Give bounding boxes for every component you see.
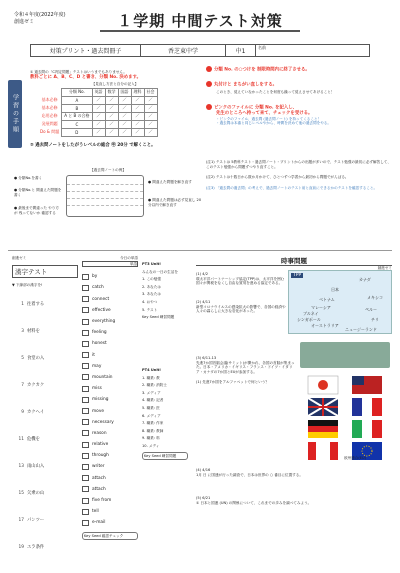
news-item-3 bbox=[196, 356, 296, 385]
news-text: ① 日本と国連 (UN) の関係について、これまでの歩みを調べてみよう。 bbox=[196, 500, 312, 505]
pt4-section bbox=[142, 368, 188, 460]
year-label: 令和４年度(2022年度) bbox=[14, 12, 66, 18]
row-code: D bbox=[62, 128, 92, 136]
cell[interactable]: ／ bbox=[131, 120, 144, 128]
news-text: 新型コロナウイルスの感染拡大の影響で、各国の経済や人々の暮らしに大きな変化があった。 bbox=[196, 304, 286, 314]
kanji-number: 11 bbox=[18, 437, 24, 443]
step-2-text: ② 過去問ノートをしたがうレベルの総合 ㊥ 20分 で解くこと。 bbox=[30, 142, 156, 148]
kanji-text: 雨山山入 bbox=[27, 464, 45, 470]
cell[interactable]: ／ bbox=[92, 112, 105, 120]
row-code: B bbox=[62, 104, 92, 112]
table-row bbox=[38, 120, 157, 128]
table-row bbox=[38, 112, 157, 120]
word-list bbox=[82, 256, 138, 556]
kanji-number: 17 bbox=[18, 518, 24, 524]
bullet-icon bbox=[206, 81, 212, 87]
cell[interactable]: ／ bbox=[92, 128, 105, 136]
step-3 bbox=[206, 66, 392, 73]
map-country-label: ブルネイ bbox=[303, 311, 319, 316]
step-3-text: 分類 No. の○つけを 制限時間内に終了させる。 bbox=[214, 67, 310, 73]
word-item[interactable] bbox=[82, 417, 138, 428]
pt3-line: 5. テスト bbox=[142, 307, 158, 312]
note-2: (注2) テストは十数日から数か月かけて、ひとつずつ学習から最初から問題でがんばる。 bbox=[206, 175, 349, 180]
flags-grid bbox=[304, 374, 388, 460]
table-head: 社会 bbox=[144, 88, 157, 96]
step-1-highlight: 教科ごとに A、B、C、D と書き、分類 No. 決めます。 bbox=[30, 74, 141, 80]
notebook-sample bbox=[66, 175, 144, 217]
kanji-text: エラ条件 bbox=[27, 545, 45, 551]
cell[interactable]: ／ bbox=[131, 104, 144, 112]
map-country-label: ベトナム bbox=[319, 297, 335, 302]
row-label: 応用必修 bbox=[41, 113, 58, 119]
answer-box[interactable] bbox=[82, 498, 89, 504]
cell[interactable]: ／ bbox=[105, 96, 118, 104]
cell[interactable]: ／ bbox=[118, 112, 131, 120]
answer-box[interactable] bbox=[82, 520, 89, 526]
cell[interactable]: ／ bbox=[92, 104, 105, 112]
table-row bbox=[38, 128, 157, 136]
school-name: 香芝東中学 bbox=[141, 45, 226, 56]
pt3-line: Key Seed 練習問題 bbox=[142, 315, 175, 320]
pt4-line: 1. 職業: 教 bbox=[142, 375, 160, 380]
news-item-5 bbox=[196, 496, 392, 505]
row-label: 基本必修 bbox=[41, 105, 58, 111]
answer-box[interactable] bbox=[82, 408, 89, 414]
word-text: miss bbox=[92, 386, 102, 392]
kanji-test bbox=[12, 256, 78, 562]
answer-box[interactable] bbox=[82, 464, 89, 470]
news-item-1 bbox=[196, 272, 286, 286]
cell[interactable]: ／ bbox=[105, 128, 118, 136]
pt3-line: 1. この勉強 bbox=[142, 277, 161, 282]
word-text: it bbox=[92, 352, 95, 358]
cell[interactable]: ／ bbox=[105, 120, 118, 128]
answer-box[interactable] bbox=[82, 475, 89, 481]
word-item[interactable] bbox=[82, 439, 138, 450]
cell[interactable]: ／ bbox=[144, 104, 157, 112]
classification-table bbox=[38, 88, 158, 137]
kanji-item[interactable] bbox=[12, 291, 78, 318]
cell[interactable]: ／ bbox=[118, 128, 131, 136]
name-label: 名前 bbox=[258, 45, 266, 50]
row-label: 発展問題 bbox=[41, 121, 58, 127]
pt3-line: 3. あなたは bbox=[142, 292, 161, 297]
material-label: 対策プリント・過去問冊子 bbox=[31, 45, 141, 56]
answer-box[interactable] bbox=[82, 374, 89, 380]
pt3-title: PT3 Unit! bbox=[142, 262, 161, 266]
cell[interactable]: ／ bbox=[131, 128, 144, 136]
cell[interactable]: ／ bbox=[105, 104, 118, 112]
answer-box[interactable] bbox=[82, 442, 89, 448]
word-text: move bbox=[92, 408, 105, 414]
cell[interactable]: ／ bbox=[118, 104, 131, 112]
note-3: (注3) 「過去問の過去問」の考えで、過去問ノートのテスト前と直前にできるかのテストを確認すること。 bbox=[206, 185, 378, 190]
answer-box[interactable] bbox=[82, 307, 89, 313]
page-title: １学期 中間テスト対策 bbox=[117, 12, 283, 30]
flow-title: 【過去問ノートの例】 bbox=[90, 168, 126, 172]
kanji-number: 19 bbox=[18, 545, 24, 551]
pt4-line: 7. 職業: 作家 bbox=[142, 421, 164, 426]
cell[interactable]: ／ bbox=[131, 96, 144, 104]
word-item[interactable] bbox=[82, 361, 138, 372]
kanji-item[interactable] bbox=[12, 480, 78, 507]
map-country-label: チリ bbox=[371, 317, 379, 322]
kanji-item[interactable] bbox=[12, 426, 78, 453]
news-section bbox=[196, 256, 392, 566]
kanji-number: 13 bbox=[18, 464, 24, 470]
news-question: (1) 先進7か国をアルファベットで何という？ bbox=[196, 380, 269, 385]
word-text: connect bbox=[92, 296, 110, 302]
answer-box[interactable] bbox=[82, 486, 89, 492]
table-row bbox=[38, 96, 157, 104]
word-item[interactable] bbox=[82, 372, 138, 383]
kanji-text: カクカク bbox=[27, 383, 45, 389]
word-text: honest bbox=[92, 341, 107, 347]
row-code: C bbox=[62, 120, 92, 128]
right-steps bbox=[206, 66, 392, 126]
pt3-section bbox=[142, 262, 188, 320]
table-header-row bbox=[38, 88, 157, 96]
cell[interactable]: ／ bbox=[131, 112, 144, 120]
table-row bbox=[38, 104, 157, 112]
pt4-line: 6. メディア bbox=[142, 413, 161, 418]
step-5-note-a: ・ピンクのファイル、過去問 (過去問ノート) を持ってくること！ bbox=[216, 116, 322, 121]
word-item[interactable] bbox=[82, 506, 138, 517]
word-head-b: 単語 bbox=[82, 261, 138, 268]
word-head-a: 今日の単語 bbox=[120, 256, 138, 260]
kanji-item[interactable] bbox=[12, 453, 78, 480]
word-text: necessary bbox=[92, 419, 114, 425]
flow-step-e: ● 間違えた問題は必ず見直し 20分以内で解き直す bbox=[148, 198, 202, 207]
answer-box[interactable] bbox=[82, 319, 89, 325]
word-item[interactable] bbox=[82, 517, 138, 528]
kanji-number: 15 bbox=[18, 491, 24, 497]
eu-label: 欧州連合(EU) bbox=[344, 456, 367, 460]
kanji-text: 材料を bbox=[27, 329, 40, 335]
answer-box[interactable] bbox=[82, 352, 89, 358]
cell[interactable]: ／ bbox=[144, 112, 157, 120]
answer-box[interactable] bbox=[82, 285, 89, 291]
pt4-line: 5. 職業: 医 bbox=[142, 405, 160, 410]
cell[interactable]: ／ bbox=[92, 96, 105, 104]
map-label: TPP bbox=[293, 273, 302, 278]
notes-section bbox=[206, 160, 392, 190]
map-country-label: ペルー bbox=[365, 307, 377, 312]
answer-box[interactable] bbox=[82, 419, 89, 425]
cell[interactable]: ／ bbox=[144, 128, 157, 136]
answer-box[interactable] bbox=[82, 274, 89, 280]
word-text: writer bbox=[92, 464, 105, 470]
table-head: 英語 bbox=[92, 88, 105, 96]
news-text: 先進7か国首脳会議(サミット)が開かれ、各国の首脳が集まった。日本・アメリカ・イギリス・フランス・ドイツ・イタリア・カナダの7か国とEUが参加する。 bbox=[196, 360, 295, 374]
answer-box[interactable] bbox=[82, 363, 89, 369]
answer-box[interactable] bbox=[82, 296, 89, 302]
word-text: missing bbox=[92, 397, 109, 403]
left-instructions bbox=[30, 70, 200, 148]
flow-step-c: ● 間違えた問題を解き直す bbox=[148, 180, 192, 184]
row-label: 基本必修 bbox=[41, 97, 58, 103]
table-title: 【見直し方法と自分の記入】 bbox=[91, 82, 139, 86]
map-country-label: メキシコ bbox=[367, 295, 383, 300]
kanji-text: 欠乗の山 bbox=[27, 491, 45, 497]
kanji-school: 創進ゼミ bbox=[12, 256, 27, 260]
answer-box[interactable] bbox=[82, 386, 89, 392]
pt4-line: 2. 職業: 消防士 bbox=[142, 383, 167, 388]
tpp-map bbox=[288, 270, 392, 334]
kanji-text: 往着する bbox=[27, 302, 45, 308]
news-date: (3) 6/11-13 bbox=[196, 356, 217, 360]
table-head: 理科 bbox=[131, 88, 144, 96]
news-date: (1) 4/2 bbox=[196, 272, 209, 276]
cell[interactable]: ／ bbox=[92, 120, 105, 128]
news-title: 時事問題 bbox=[196, 256, 392, 266]
pt3-line: みんなの一日の生活を bbox=[142, 269, 178, 274]
word-note: Key Seed 確認チェック bbox=[82, 532, 138, 541]
word-item[interactable] bbox=[82, 305, 138, 316]
word-text: attach bbox=[92, 475, 106, 481]
flow-step-a: ● 分類No.を書く bbox=[14, 176, 43, 180]
word-item[interactable] bbox=[82, 383, 138, 394]
cell[interactable]: ／ bbox=[105, 112, 118, 120]
word-item[interactable] bbox=[82, 394, 138, 405]
pt4-note: Key Seed 練習問題 bbox=[142, 452, 188, 461]
word-text: through bbox=[92, 453, 109, 459]
word-item[interactable] bbox=[82, 405, 138, 416]
kanji-item[interactable] bbox=[12, 507, 78, 534]
step-1-text: ① 過去問の「C判定問題」テストはいうまでもありません。 bbox=[30, 70, 127, 74]
news-item-2 bbox=[196, 300, 286, 314]
word-text: relative bbox=[92, 442, 109, 448]
kanji-number: 7 bbox=[21, 383, 24, 389]
info-bar bbox=[30, 44, 370, 57]
answer-box[interactable] bbox=[82, 341, 89, 347]
kanji-number: 1 bbox=[21, 302, 24, 308]
map-country-label: 日本 bbox=[331, 287, 339, 292]
word-text: attach bbox=[92, 486, 106, 492]
answer-box[interactable] bbox=[82, 430, 89, 436]
map-country-label: ニュージーランド bbox=[345, 327, 377, 332]
step-4-note: このとき、覚えていなかったことを何度も繰って覚えさせてあげること！ bbox=[216, 89, 335, 94]
note-1: (注1) テストは 5教科テスト・過去問ノート・プリントからの出題が多いので、テスト勉強の最初に必ず解答して、このテスト勉強から問題ずつやり直すこと。 bbox=[206, 160, 391, 169]
name-field[interactable] bbox=[256, 45, 369, 56]
kanji-instruction: ▼ 下線部の漢字を! bbox=[12, 282, 43, 287]
kanji-item[interactable] bbox=[12, 318, 78, 345]
answer-box[interactable] bbox=[82, 330, 89, 336]
word-item[interactable] bbox=[82, 450, 138, 461]
map-country-label: カナダ bbox=[359, 277, 371, 282]
cell[interactable]: ／ bbox=[118, 120, 131, 128]
flow-step-b: ● 分類No.と 間違えた問題を 書く bbox=[14, 188, 62, 197]
kanji-item[interactable] bbox=[12, 399, 78, 426]
word-item[interactable] bbox=[82, 338, 138, 349]
kanji-text: 危機を bbox=[27, 437, 40, 443]
flow-step-d: ● 最後まで間違った やり方が 残ってないか 確認する bbox=[14, 206, 59, 215]
word-item[interactable] bbox=[82, 484, 138, 495]
step-5-note-b: ・過去問は本番と同じレベルやから、時間を決めて他の過去問をやる。 bbox=[216, 121, 331, 126]
word-text: tell bbox=[92, 509, 99, 515]
steps-sidebar: 学習の手順 bbox=[8, 80, 22, 148]
kanji-item[interactable] bbox=[12, 534, 78, 561]
news-text: 環太平洋パートナーシップ協定(TPP)は、太平洋を囲む国々が関税をなくし自由な貿易を進める協定である。 bbox=[196, 276, 285, 286]
pt4-line: 8. 職業: 教師 bbox=[142, 428, 164, 433]
word-text: reason bbox=[92, 430, 107, 436]
table-head: 国語 bbox=[118, 88, 131, 96]
map-country-label: オーストラリア bbox=[311, 323, 339, 328]
word-item[interactable] bbox=[82, 473, 138, 484]
step-5-text: ピンクのファイルに 分類 No. を記入し、 bbox=[214, 105, 298, 111]
row-code: A bbox=[62, 96, 92, 104]
flags-icon bbox=[304, 374, 388, 460]
pt3-line: 4. おやつ bbox=[142, 299, 158, 304]
bullet-icon bbox=[206, 66, 212, 72]
map-country-label: シンガポール bbox=[297, 317, 321, 322]
word-text: feeling bbox=[92, 330, 107, 336]
section-divider bbox=[8, 250, 392, 251]
word-item[interactable] bbox=[82, 271, 138, 282]
news-date: (4) 4/16 bbox=[196, 468, 211, 472]
news-item-4 bbox=[196, 468, 392, 477]
news-school: 創進ゼミ bbox=[377, 266, 392, 270]
word-item[interactable] bbox=[82, 428, 138, 439]
word-text: catch bbox=[92, 285, 104, 291]
kanji-item[interactable] bbox=[12, 372, 78, 399]
grade-label: 中1 bbox=[226, 45, 256, 56]
word-item[interactable] bbox=[82, 327, 138, 338]
bullet-icon bbox=[206, 104, 212, 110]
table-head: 分類 No. bbox=[62, 88, 92, 96]
word-text: by bbox=[92, 274, 98, 280]
answer-box[interactable] bbox=[82, 453, 89, 459]
step-4-text: 丸付けと まちがい直しをする。 bbox=[214, 82, 277, 88]
news-text: 1月 日 に国連が行った調査で、日本は世界の ○ 番目に位置する。 bbox=[196, 472, 303, 477]
table-head: 数学 bbox=[105, 88, 118, 96]
kanji-number: 5 bbox=[21, 356, 24, 362]
word-text: may bbox=[92, 363, 102, 369]
pt4-line: 4. 職業: 記者 bbox=[142, 398, 164, 403]
map-country-label: マレーシア bbox=[311, 305, 331, 310]
row-code: A と B の合格 bbox=[62, 112, 92, 120]
word-text: five from bbox=[92, 498, 112, 504]
step-5-sub: 先生のところへ持って来て、チェックを受ける。 bbox=[216, 111, 313, 117]
answer-box[interactable] bbox=[82, 509, 89, 515]
summit-photo bbox=[300, 342, 390, 368]
pt4-line: 3. メディア bbox=[142, 390, 161, 395]
word-item[interactable] bbox=[82, 461, 138, 472]
notebook-example bbox=[14, 168, 202, 230]
kanji-item[interactable] bbox=[12, 345, 78, 372]
word-item[interactable] bbox=[82, 294, 138, 305]
word-item[interactable] bbox=[82, 350, 138, 361]
kanji-text: カクヘイ bbox=[27, 410, 45, 416]
news-date: (2) 4/11 bbox=[196, 300, 211, 304]
pt3-line: 2. あなたは bbox=[142, 284, 161, 289]
word-item[interactable] bbox=[82, 282, 138, 293]
news-date: (5) 6/21 bbox=[196, 496, 211, 500]
cell[interactable]: ／ bbox=[144, 96, 157, 104]
kanji-text: 食堂の入 bbox=[27, 356, 45, 362]
answer-box[interactable] bbox=[82, 397, 89, 403]
word-text: mountain bbox=[92, 374, 113, 380]
step-4 bbox=[206, 81, 392, 88]
school-label: 創進ゼミ bbox=[14, 19, 35, 25]
word-text: e-mail bbox=[92, 520, 106, 526]
title-underline bbox=[100, 30, 300, 32]
word-text: effective bbox=[92, 307, 111, 313]
cell[interactable]: ／ bbox=[144, 120, 157, 128]
word-item[interactable] bbox=[82, 316, 138, 327]
word-text: everything bbox=[92, 319, 116, 325]
kanji-text: パンツー bbox=[27, 518, 45, 524]
pt4-line: 9. 職業: 料 bbox=[142, 436, 160, 441]
kanji-number: 3 bbox=[21, 329, 24, 335]
kanji-number: 9 bbox=[21, 410, 24, 416]
row-label: Do & 問題 bbox=[40, 129, 60, 135]
cell[interactable]: ／ bbox=[118, 96, 131, 104]
pt4-line: 10. メディ bbox=[142, 443, 160, 448]
pt4-title: PT4 Unit! bbox=[142, 368, 161, 372]
word-item[interactable] bbox=[82, 495, 138, 506]
kanji-title: 漢字テスト bbox=[12, 265, 78, 278]
